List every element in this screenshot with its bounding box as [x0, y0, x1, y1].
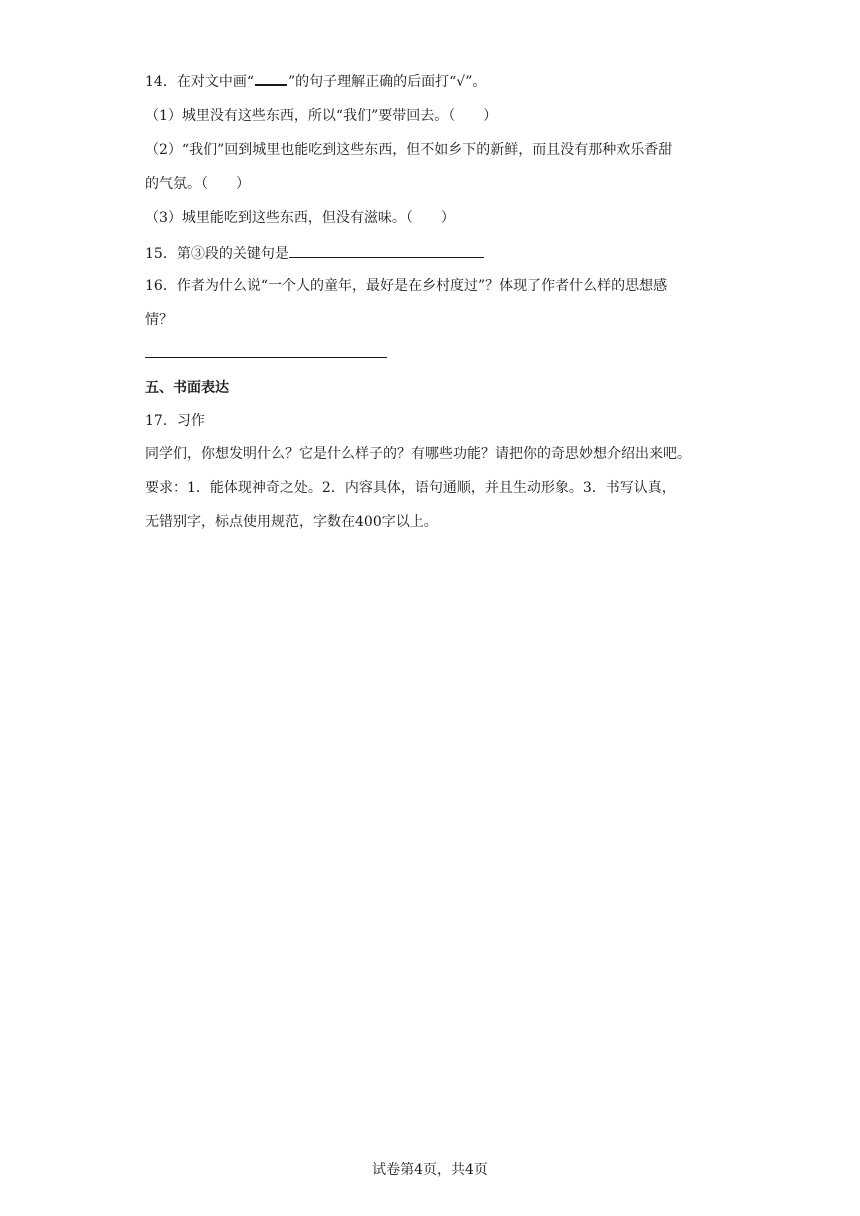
question-14-stem-end: ”的句子理解正确的后面打“√”。: [287, 74, 487, 90]
question-16-line-1: 16．作者为什么说“一个人的童年，最好是在乡村度过”？体现了作者什么样的思想感: [145, 278, 668, 294]
question-14-option-3: （3）城里能吃到这些东西，但没有滋味。（ ）: [145, 210, 455, 226]
question-14-option-1: （1）城里没有这些东西，所以“我们”要带回去。（ ）: [145, 108, 498, 124]
section-5-heading: 五、书面表达: [145, 380, 229, 396]
question-15: [145, 243, 484, 264]
question-14-stem: [145, 72, 486, 92]
underline-marker: [255, 72, 287, 86]
question-17-requirements-line-2: 无错别字，标点使用规范，字数在400字以上。: [145, 514, 438, 530]
question-16-line-2: 情？: [145, 312, 173, 328]
question-17-prompt: 同学们，你想发明什么？它是什么样子的？有哪些功能？请把你的奇思妙想介绍出来吧。: [145, 446, 691, 462]
question-14-stem-start: 14．在对文中画“: [145, 74, 254, 90]
question-15-stem: 15．第③段的关键句是: [145, 246, 289, 262]
question-14-option-2-line-1: （2）“我们”回到城里也能吃到这些东西，但不如乡下的新鲜，而且没有那种欢乐香甜: [145, 142, 673, 158]
page-footer: 试卷第4页，共4页: [372, 1162, 488, 1178]
answer-blank: [289, 243, 484, 258]
answer-line: [145, 357, 387, 358]
question-14-option-2-line-2: 的气氛。（ ）: [145, 176, 250, 192]
question-17-requirements-line-1: 要求：1．能体现神奇之处。2．内容具体，语句通顺，并且生动形象。3．书写认真，: [145, 480, 676, 496]
question-17-title: 17．习作: [145, 413, 205, 429]
